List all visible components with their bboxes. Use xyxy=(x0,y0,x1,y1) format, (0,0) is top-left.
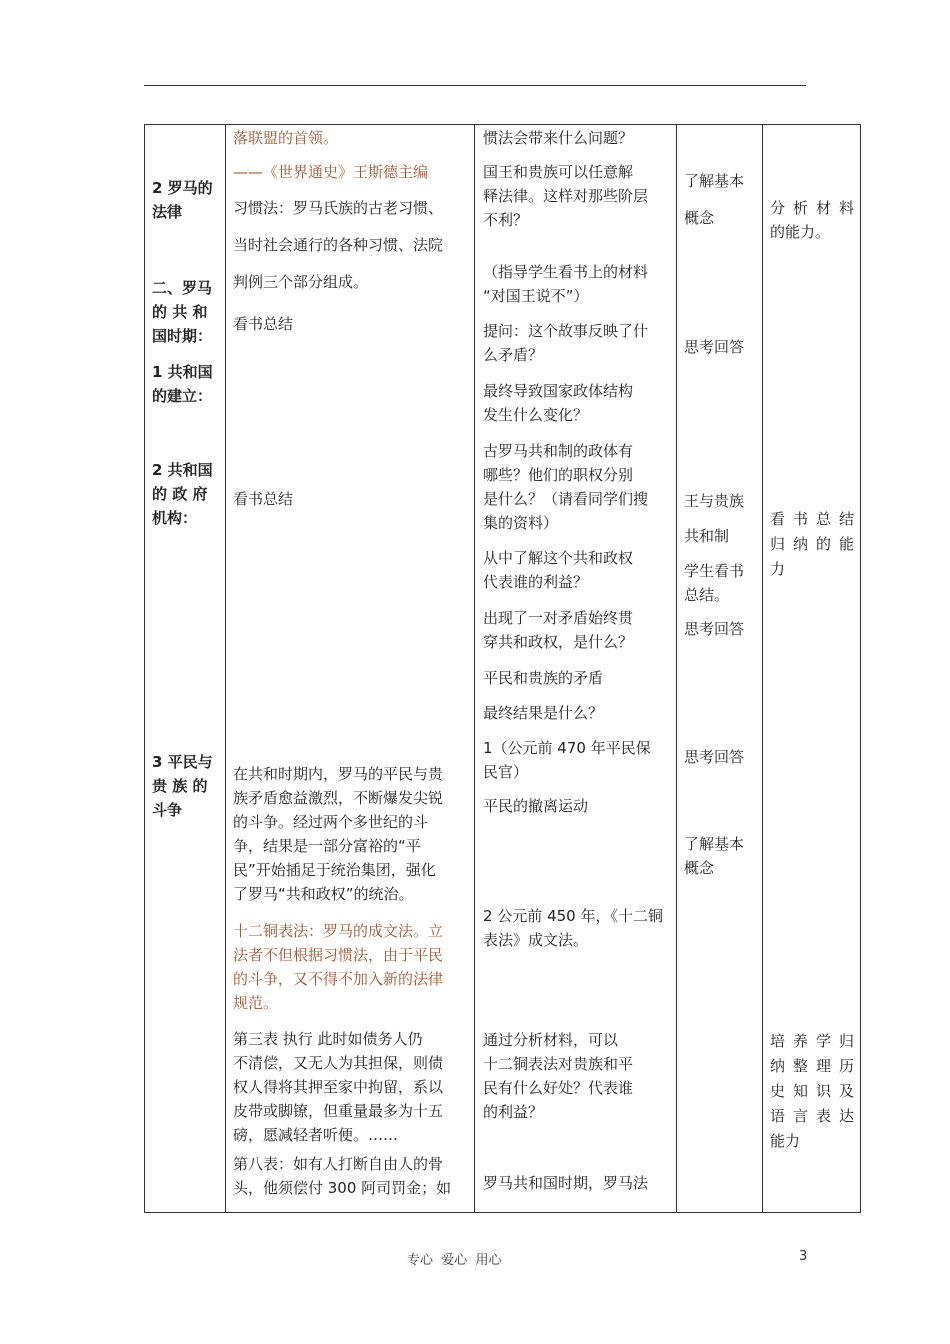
student-activity-text: 共和制 xyxy=(684,527,730,545)
activity-text: 提问：这个故事反映了什 xyxy=(483,322,649,340)
activity-text: （指导学生看书上的材料 xyxy=(483,263,649,281)
content-text: 族矛盾愈益激烈，不断爆发尖锐 xyxy=(233,789,444,807)
design-intent-text: 培养学归 xyxy=(770,1032,854,1050)
student-activity-text: 思考回答 xyxy=(684,620,745,638)
content-text: 当时社会通行的各种习惯、法院 xyxy=(233,236,444,254)
activity-text: 平民和贵族的矛盾 xyxy=(483,669,604,687)
activity-text: 惯法会带来什么问题？ xyxy=(483,129,634,147)
content-text: 的斗争，又不得不加入新的法律 xyxy=(233,970,444,988)
content-text: 头，他须偿付 300 阿司罚金；如 xyxy=(233,1179,452,1197)
activity-text: 民有什么好处？代表谁 xyxy=(483,1079,634,1097)
design-intent-text: 看书总结 xyxy=(770,510,854,528)
content-text: 了罗马“共和政权”的统治。 xyxy=(233,885,414,903)
section-heading: 国时期： xyxy=(152,327,213,345)
section-heading: 法律 xyxy=(152,203,183,221)
design-intent-text: 能力 xyxy=(770,1132,801,1150)
activity-text: 古罗马共和制的政体有 xyxy=(483,442,634,460)
activity-text: 么矛盾？ xyxy=(483,346,544,364)
section-heading: 2 共和国 xyxy=(152,461,213,479)
activity-text: 的利益？ xyxy=(483,1103,544,1121)
student-activity-text: 学生看书 xyxy=(684,562,745,580)
content-text: 第三表 执行 此时如债务人仍 xyxy=(233,1030,423,1048)
activity-text: “对国王说不”） xyxy=(483,287,589,305)
content-text: 看书总结 xyxy=(233,315,294,333)
content-text: 判例三个部分组成。 xyxy=(233,273,369,291)
content-text: 第八表：如有人打断自由人的骨 xyxy=(233,1155,444,1173)
design-intent-text: 史知识及 xyxy=(770,1082,854,1100)
section-heading: 机构： xyxy=(152,509,198,527)
activity-text: 表法》成文法。 xyxy=(483,931,589,949)
student-activity-text: 思考回答 xyxy=(684,338,745,356)
student-activity-text: 思考回答 xyxy=(684,748,745,766)
source-citation: ——《世界通史》王斯德主编 xyxy=(233,163,429,181)
activity-text: 集的资料） xyxy=(483,514,559,532)
content-text: 规范。 xyxy=(233,994,279,1012)
activity-text: 1（公元前 470 年平民保 xyxy=(483,739,651,757)
design-intent-text: 力 xyxy=(770,560,786,578)
content-text: 法者不但根据习惯法，由于平民 xyxy=(233,946,444,964)
section-heading: 斗争 xyxy=(152,801,183,819)
footer-motto: 专心 爱心 用心 xyxy=(407,1253,502,1268)
design-intent-text: 纳整理历 xyxy=(770,1057,854,1075)
activity-text: 最终结果是什么？ xyxy=(483,704,604,722)
content-text: 民”开始插足于统治集团，强化 xyxy=(233,861,436,879)
student-activity-text: 了解基本 xyxy=(684,172,745,190)
content-text: 习惯法：罗马氏族的古老习惯、 xyxy=(233,199,444,217)
activity-text: 通过分析材料，可以 xyxy=(483,1031,619,1049)
activity-text: 释法律。这样对那些阶层 xyxy=(483,187,649,205)
section-heading: 的 共 和 xyxy=(152,303,208,321)
column-divider xyxy=(676,125,677,1212)
activity-text: 最终导致国家政体结构 xyxy=(483,382,634,400)
activity-text: 从中了解这个共和政权 xyxy=(483,549,634,567)
student-activity-text: 了解基本 xyxy=(684,835,745,853)
content-text: 十二铜表法：罗马的成文法。立 xyxy=(233,922,444,940)
column-divider xyxy=(762,125,763,1212)
section-heading: 3 平民与 xyxy=(152,753,213,771)
student-activity-text: 概念 xyxy=(684,859,715,877)
design-intent-text: 归纳的能 xyxy=(770,535,854,553)
design-intent-text: 的能力。 xyxy=(770,223,831,241)
column-divider xyxy=(474,125,475,1212)
activity-text: 十二铜表法对贵族和平 xyxy=(483,1055,634,1073)
activity-text: 国王和贵族可以任意解 xyxy=(483,163,634,181)
section-heading: 的 政 府 xyxy=(152,485,208,503)
section-heading: 贵 族 的 xyxy=(152,777,208,795)
section-heading: 2 罗马的 xyxy=(152,179,213,197)
student-activity-text: 王与贵族 xyxy=(684,492,745,510)
content-text: 争，结果是一部分富裕的“平 xyxy=(233,837,421,855)
column-divider xyxy=(225,125,226,1212)
section-heading: 1 共和国 xyxy=(152,363,213,381)
content-text: 落联盟的首领。 xyxy=(233,129,339,147)
content-text: 的斗争。经过两个多世纪的斗 xyxy=(233,813,429,831)
design-intent-text: 语言表达 xyxy=(770,1107,854,1125)
activity-text: 代表谁的利益？ xyxy=(483,573,589,591)
activity-text: 哪些？他们的职权分别 xyxy=(483,466,634,484)
activity-text: 不利？ xyxy=(483,211,529,229)
student-activity-text: 概念 xyxy=(684,209,715,227)
content-text: 看书总结 xyxy=(233,490,294,508)
content-text: 不清偿，又无人为其担保，则债 xyxy=(233,1054,444,1072)
header-rule xyxy=(144,85,806,86)
student-activity-text: 总结。 xyxy=(684,586,730,604)
section-heading: 的建立： xyxy=(152,387,213,405)
activity-text: 罗马共和国时期，罗马法 xyxy=(483,1174,649,1192)
page-number: 3 xyxy=(799,1249,808,1264)
activity-text: 是什么？（请看同学们搜 xyxy=(483,490,649,508)
section-heading: 二、罗马 xyxy=(152,279,213,297)
activity-text: 2 公元前 450 年，《十二铜 xyxy=(483,907,663,925)
content-text: 磅，愿减轻者听便。…… xyxy=(233,1126,399,1144)
activity-text: 平民的撤离运动 xyxy=(483,797,589,815)
design-intent-text: 分析材料 xyxy=(770,199,854,217)
content-text: 皮带或脚镣，但重量最多为十五 xyxy=(233,1102,444,1120)
content-text: 在共和时期内，罗马的平民与贵 xyxy=(233,765,444,783)
activity-text: 出现了一对矛盾始终贯 xyxy=(483,609,634,627)
content-text: 权人得将其押至家中拘留，系以 xyxy=(233,1078,444,1096)
activity-text: 发生什么变化？ xyxy=(483,406,589,424)
activity-text: 穿共和政权，是什么？ xyxy=(483,633,634,651)
activity-text: 民官） xyxy=(483,763,529,781)
